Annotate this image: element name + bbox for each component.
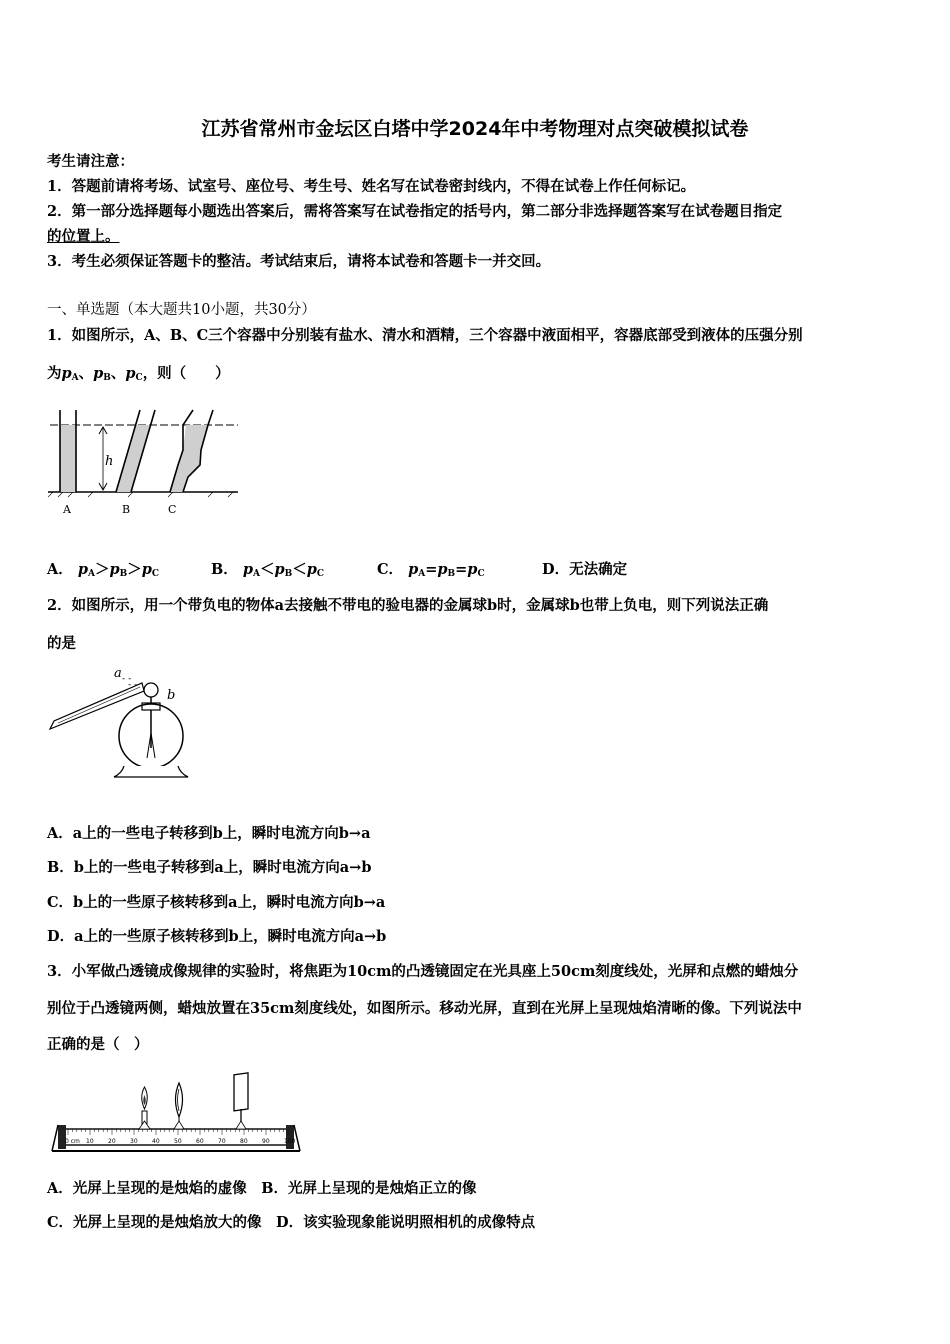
notice-heading: 考生请注意：	[47, 153, 134, 170]
ruler-label: 100	[284, 1138, 296, 1145]
q2-option-d[interactable]: D．a上的一些原子核转移到b上，瞬时电流方向a→b	[47, 928, 387, 945]
svg-text:- -: - -	[122, 674, 132, 684]
q2-option-b[interactable]: B．b上的一些电子转移到a上，瞬时电流方向a→b	[47, 859, 372, 876]
ruler-label: 80	[240, 1138, 248, 1145]
q1-container-figure	[48, 405, 248, 520]
notice-item: 的位置上。	[47, 228, 120, 245]
q3-options-row1[interactable]: A．光屏上呈现的是烛焰的虚像 B．光屏上呈现的是烛焰正立的像	[47, 1180, 477, 1197]
q1-fig-label-c: C	[168, 503, 177, 516]
q1-option-c[interactable]: C． $p_A=p_B=p_C$	[377, 561, 485, 579]
q2-option-c[interactable]: C．b上的一些原子核转移到a上，瞬时电流方向b→a	[47, 894, 386, 911]
q3-stem-line2: 别位于凸透镜两侧，蜡烛放置在35cm刻度线处，如图所示。移动光屏，直到在光屏上呈现烛焰清晰的像。下列说法中	[47, 1000, 802, 1017]
notice-item: 2．第一部分选择题每小题选出答案后，需将答案写在试卷指定的括号内，第二部分非选择题答案写在试卷题目指定	[47, 203, 783, 220]
ruler-label: 90	[262, 1138, 270, 1145]
ruler-label: 10	[86, 1138, 94, 1145]
q3-stem-line1: 3．小军做凸透镜成像规律的实验时，将焦距为10cm的凸透镜固定在光具座上50cm刻度线处，光屏和点燃的蜡烛分	[47, 963, 799, 980]
q3-optical-bench-figure	[48, 1065, 303, 1160]
q2-fig-label-a: a	[114, 666, 122, 681]
q1-option-d[interactable]: D．无法确定	[542, 561, 628, 578]
ruler-label: 40	[152, 1138, 160, 1145]
svg-text:- -: - -	[128, 680, 138, 690]
q3-stem-line3: 正确的是（ ）	[47, 1036, 149, 1053]
q3-options-row2[interactable]: C．光屏上呈现的是烛焰放大的像 D．该实验现象能说明照相机的成像特点	[47, 1214, 536, 1231]
page-title: 江苏省常州市金坛区白塔中学2024年中考物理对点突破模拟试卷	[201, 118, 749, 140]
ruler-label: 70	[218, 1138, 226, 1145]
q2-fig-label-b: b	[167, 688, 176, 703]
q1-fig-h-label: h	[105, 454, 114, 469]
q2-stem-line1: 2．如图所示，用一个带负电的物体a去接触不带电的验电器的金属球b时，金属球b也带上负电，则下列说法正确	[47, 597, 769, 614]
ruler-label: 0 cm	[65, 1138, 80, 1145]
q2-electroscope-figure	[44, 663, 204, 788]
section-heading: 一、单选题（本大题共10小题，共30分）	[47, 302, 316, 318]
q1-fig-label-b: B	[122, 503, 131, 516]
q1-option-b[interactable]: B． $p_A<p_B<p_C$	[211, 561, 325, 579]
notice-item: 3．考生必须保证答题卡的整洁。考试结束后，请将本试卷和答题卡一并交回。	[47, 253, 551, 270]
ruler-label: 60	[196, 1138, 204, 1145]
q2-stem-line2: 的是	[47, 635, 76, 652]
ruler-label: 50	[174, 1138, 182, 1145]
q1-stem-line2: 为$p_A$、$p_B$、$p_C$，则（ ）	[47, 365, 230, 383]
ruler-label: 30	[130, 1138, 138, 1145]
q1-fig-label-a: A	[63, 503, 71, 516]
q1-option-a[interactable]: A． $p_A>p_B>p_C$	[47, 561, 160, 579]
q1-stem-line1: 1．如图所示，A、B、C三个容器中分别装有盐水、清水和酒精，三个容器中液面相平，容器底部受到液体的压强分别	[47, 327, 803, 344]
notice-item: 1．答题前请将考场、试室号、座位号、考生号、姓名写在试卷密封线内，不得在试卷上作任何标记。	[47, 178, 696, 195]
q2-option-a[interactable]: A．a上的一些电子转移到b上，瞬时电流方向b→a	[47, 825, 371, 842]
ruler-label: 20	[108, 1138, 116, 1145]
